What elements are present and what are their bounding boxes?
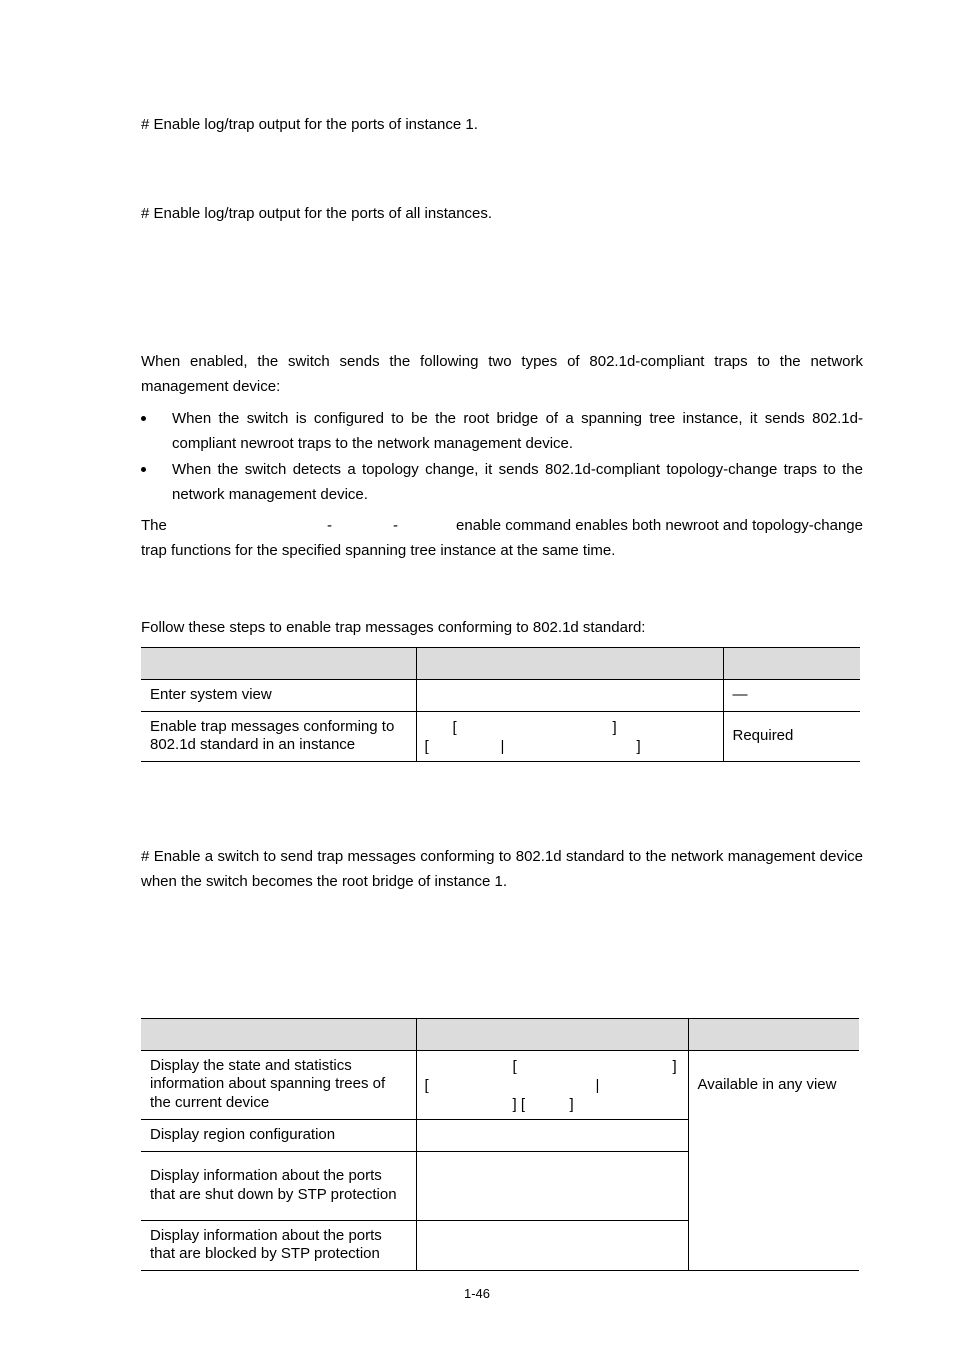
log-trap-all-line: # Enable log/trap output for the ports of all instances. [141, 205, 493, 222]
command-cell [416, 1051, 688, 1120]
table-header-row [141, 1019, 859, 1051]
command-cell [416, 1120, 688, 1152]
header-cell [416, 1019, 688, 1051]
cmd-token: [ [424, 738, 429, 755]
cmd-token: [ [452, 719, 457, 736]
table-row [141, 680, 860, 712]
bullet-text: When the switch detects a topology change, it sends 802.1d-compliant topology-change traps to the network management device. [172, 461, 863, 503]
trap-config-table [141, 647, 860, 762]
table-row [141, 1051, 859, 1120]
cmd-description-line2: trap functions for the specified spanning tree instance at the same time. [141, 542, 616, 559]
cmd-token: ] [636, 738, 641, 755]
cmd-description-line1: enable command enables both newroot and topology-change [456, 517, 863, 534]
command-cell [416, 1152, 688, 1221]
header-cell [688, 1019, 859, 1051]
log-trap-instance1-line: # Enable log/trap output for the ports of instance 1. [141, 116, 478, 133]
cmd-token: ] [569, 1096, 574, 1113]
command-cell [416, 680, 723, 712]
remarks-cell: Required [723, 712, 860, 762]
cmd-token: ] [672, 1058, 677, 1075]
bullet-text: When the switch is configured to be the root bridge of a spanning tree instance, it sends 802.1d-compliant newroot traps to the network management device. [172, 410, 863, 452]
table-header-row [141, 648, 860, 680]
example-paragraph: # Enable a switch to send trap messages conforming to 802.1d standard to the network management device when the switch becomes the root bridge of instance 1. [141, 848, 863, 890]
header-cell [723, 648, 860, 680]
remarks-cell: Available in any view [688, 1051, 859, 1271]
bullet-dot-icon [141, 467, 146, 472]
cmd-dash: - [393, 517, 398, 534]
cmd-token: [ [512, 1058, 517, 1075]
operation-cell: Display information about the ports that are shut down by STP protection [141, 1152, 416, 1221]
page-number: 1-46 [463, 1286, 491, 1301]
cmd-token: ] [ [512, 1096, 526, 1113]
header-cell [416, 648, 723, 680]
command-cell [416, 712, 723, 762]
operation-cell: Enter system view [141, 680, 416, 712]
cmd-token: | [595, 1077, 600, 1094]
intro-paragraph: When enabled, the switch sends the following two types of 802.1d-compliant traps to the network management device: [141, 353, 863, 395]
header-cell [141, 1019, 416, 1051]
cmd-token: | [500, 738, 505, 755]
display-commands-table [141, 1018, 859, 1271]
cmd-token: ] [612, 719, 617, 736]
operation-cell: Display the state and statistics information about spanning trees of the current device [141, 1051, 416, 1120]
operation-cell: Display region configuration [141, 1120, 416, 1152]
cmd-the-word: The [141, 517, 167, 534]
bullet-item [141, 457, 863, 507]
table-row [141, 712, 860, 762]
header-cell [141, 648, 416, 680]
operation-cell: Enable trap messages conforming to 802.1d standard in an instance [141, 712, 416, 762]
cmd-token: [ [424, 1077, 429, 1094]
bullet-item [141, 406, 863, 456]
cmd-dash: - [327, 517, 332, 534]
bullet-dot-icon [141, 416, 146, 421]
operation-cell: Display information about the ports that are blocked by STP protection [141, 1221, 416, 1271]
command-cell [416, 1221, 688, 1271]
remarks-cell: — [723, 680, 860, 712]
steps-intro: Follow these steps to enable trap messages conforming to 802.1d standard: [141, 619, 646, 636]
